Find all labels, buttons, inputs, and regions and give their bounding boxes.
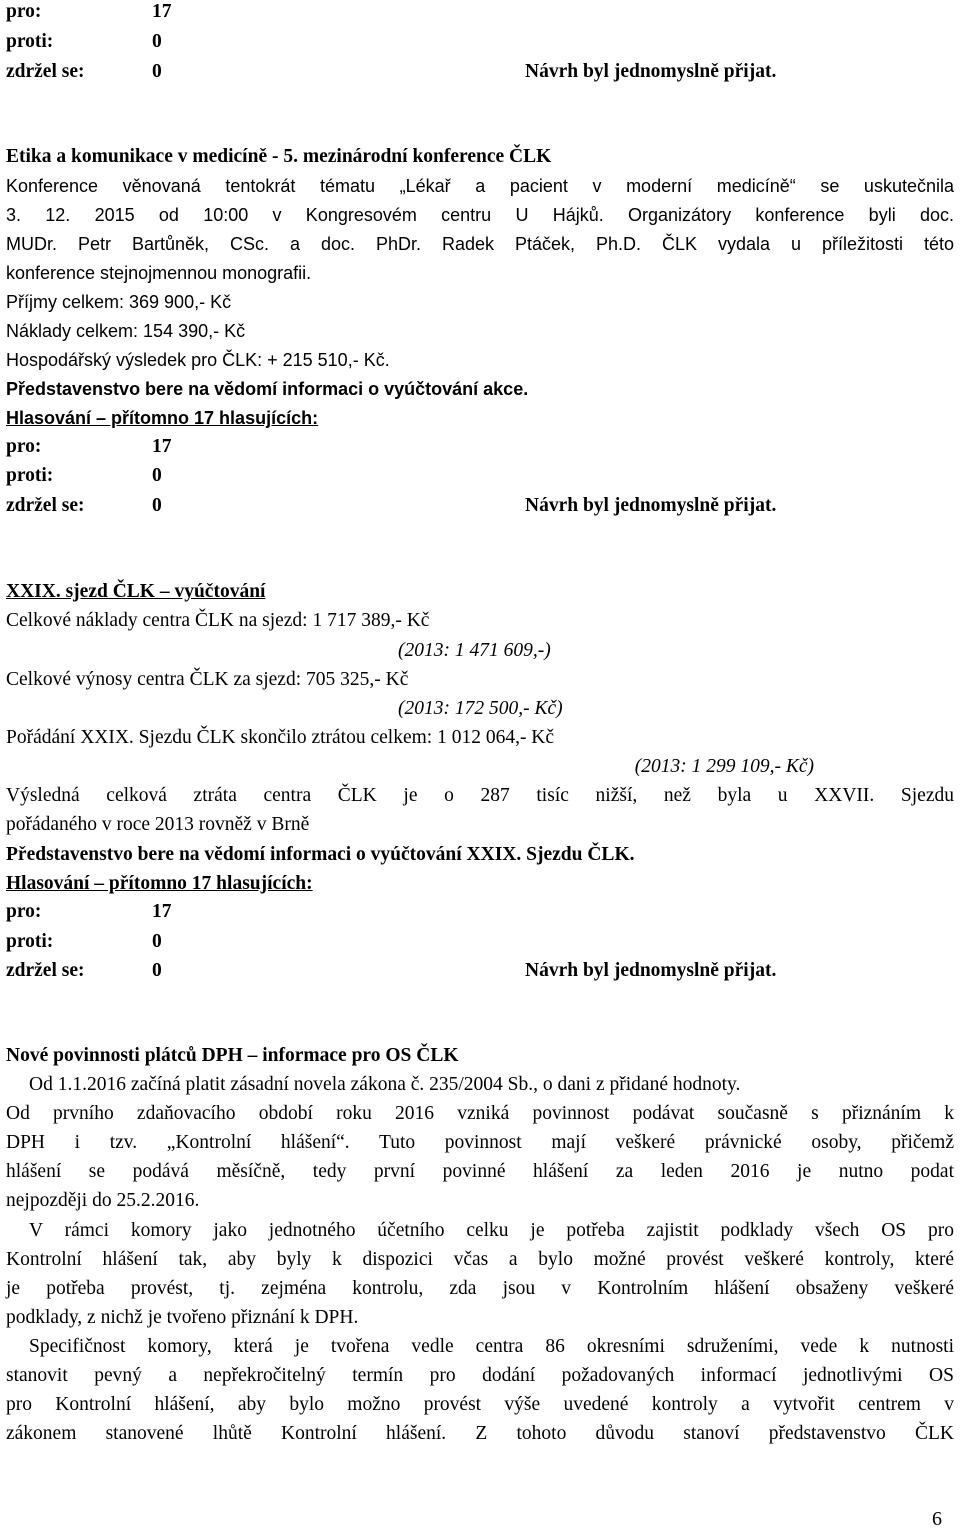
paragraph-line: podklady, z nichž je tvořeno přiznání k DPH. — [6, 1307, 359, 1328]
vote-proti-value: 0 — [152, 465, 162, 486]
vote-heading: Hlasování – přítomno 17 hlasujících: — [6, 873, 313, 894]
paragraph-line: DPH i tzv. „Kontrolní hlášení“. Tuto povinnost mají veškeré právnické osoby, přičemž — [6, 1132, 954, 1153]
income-line: Příjmy celkem: 369 900,- Kč — [6, 292, 232, 312]
vote-result: Návrh byl jednomyslně přijat. — [525, 61, 777, 82]
revenue-2013: (2013: 172 500,- Kč) — [398, 698, 563, 719]
vote-proti-label: proti: — [6, 931, 54, 952]
paragraph-line: Od 1.1.2016 začíná platit zásadní novela zákona č. 235/2004 Sb., o dani z přidané hodnoty. — [29, 1074, 741, 1095]
vote-result: Návrh byl jednomyslně přijat. — [525, 960, 777, 981]
vote-pro-value: 17 — [152, 436, 172, 457]
paragraph-line: V rámci komory jako jednotného účetního celku je potřeba zajistit podklady všech OS pro — [29, 1220, 954, 1241]
section-title: XXIX. sjezd ČLK – vyúčtování — [6, 581, 266, 602]
paragraph-line: hlášení se podává měsíčně, tedy první povinné hlášení za leden 2016 je nutno podat — [6, 1161, 954, 1182]
vote-heading: Hlasování – přítomno 17 hlasujících: — [6, 408, 319, 428]
section-title: Nové povinnosti plátců DPH – informace pro OS ČLK — [6, 1045, 459, 1066]
text-line: konference stejnojmennou monografii. — [6, 263, 312, 283]
text-line: MUDr. Petr Bartůněk, CSc. a doc. PhDr. Radek Ptáček, Ph.D. ČLK vydala u příležitosti této — [6, 234, 954, 254]
paragraph-line: stanovit pevný a nepřekročitelný termín pro dodání požadovaných informací jednotlivými OS — [6, 1365, 954, 1386]
vote-pro-value: 17 — [152, 1, 172, 22]
vote-zdrzel-label: zdržel se: — [6, 495, 85, 516]
paragraph-line: zákonem stanovené lhůtě Kontrolní hlášení. Z tohoto důvodu stanoví představenstvo ČLK — [6, 1423, 954, 1444]
paragraph-line: nejpozději do 25.2.2016. — [6, 1190, 200, 1211]
paragraph-line: Kontrolní hlášení tak, aby byly k dispozici včas a bylo možné provést veškeré kontroly, které — [6, 1249, 954, 1270]
vote-zdrzel-value: 0 — [152, 960, 162, 981]
resolution: Představenstvo bere na vědomí informaci o vyúčtování XXIX. Sjezdu ČLK. — [6, 844, 635, 865]
vote-zdrzel-label: zdržel se: — [6, 61, 85, 82]
result-line: Hospodářský výsledek pro ČLK: + 215 510,- Kč. — [6, 350, 390, 370]
text-line: 3. 12. 2015 od 10:00 v Kongresovém centru U Hájků. Organizátory konference byli doc. — [6, 205, 954, 225]
costs-2013: (2013: 1 471 609,-) — [398, 640, 551, 661]
vote-pro-label: pro: — [6, 436, 42, 457]
costs-line: Náklady celkem: 154 390,- Kč — [6, 321, 246, 341]
vote-proti-label: proti: — [6, 465, 54, 486]
vote-pro-value: 17 — [152, 901, 172, 922]
vote-proti-value: 0 — [152, 31, 162, 52]
vote-zdrzel-label: zdržel se: — [6, 960, 85, 981]
vote-proti-label: proti: — [6, 31, 54, 52]
paragraph-line: pro Kontrolní hlášení, aby bylo možno provést výše uvedené kontroly a vytvořit centrem v — [6, 1394, 954, 1415]
costs-line: Celkové náklady centra ČLK na sjezd: 1 717 389,- Kč — [6, 610, 430, 631]
section-title: Etika a komunikace v medicíně - 5. mezinárodní konference ČLK — [6, 146, 552, 167]
summary-line: pořádaného v roce 2013 rovněž v Brně — [6, 814, 310, 835]
revenue-line: Celkové výnosy centra ČLK za sjezd: 705 325,- Kč — [6, 669, 409, 690]
vote-proti-value: 0 — [152, 931, 162, 952]
vote-zdrzel-value: 0 — [152, 495, 162, 516]
paragraph-line: Od prvního zdaňovacího období roku 2016 vzniká povinnost podávat současně s přiznáním k — [6, 1103, 954, 1124]
summary-line: Výsledná celková ztráta centra ČLK je o 287 tisíc nižší, než byla u XXVII. Sjezdu — [6, 785, 954, 806]
vote-result: Návrh byl jednomyslně přijat. — [525, 495, 777, 516]
paragraph-line: Specifičnost komory, která je tvořena vedle centra 86 okresními sdruženími, vede k nutnosti — [29, 1336, 954, 1357]
text-line: Konference věnovaná tentokrát tématu „Lékař a pacient v moderní medicíně“ se uskutečnila — [6, 176, 954, 196]
loss-2013: (2013: 1 299 109,- Kč) — [634, 756, 814, 777]
resolution: Představenstvo bere na vědomí informaci o vyúčtování akce. — [6, 379, 529, 399]
vote-pro-label: pro: — [6, 1, 42, 22]
paragraph-line: je potřeba provést, tj. zejména kontrolu, zda jsou v Kontrolním hlášení obsaženy veškeré — [6, 1278, 954, 1299]
vote-pro-label: pro: — [6, 901, 42, 922]
loss-line: Pořádání XXIX. Sjezdu ČLK skončilo ztrátou celkem: 1 012 064,- Kč — [6, 727, 555, 748]
vote-zdrzel-value: 0 — [152, 61, 162, 82]
page-number: 6 — [932, 1508, 942, 1530]
